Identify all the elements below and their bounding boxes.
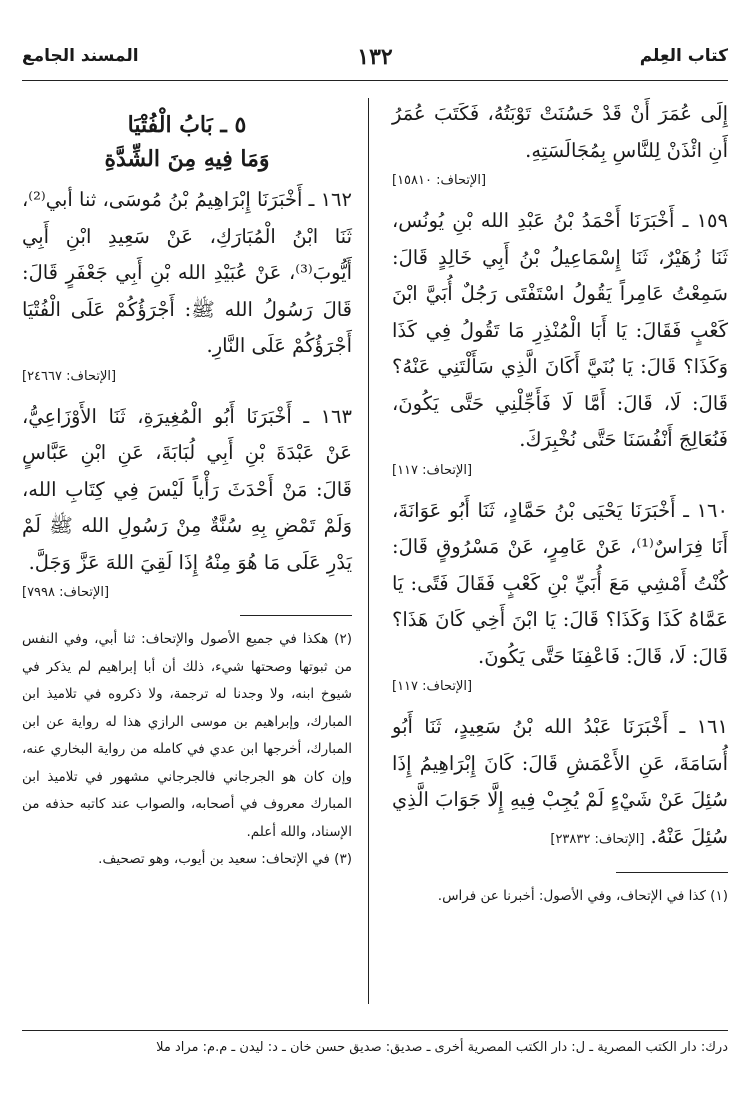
hadith-159: ١٥٩ ـ أَخْبَرَنَا أَحْمَدُ بْنُ عَبْدِ الله بْنِ يُونُس، ثَنَا زُهَيْرٌ، ثَنَا إِسْمَاعِيلُ بْنُ أَبِي خَالِدٍ قَالَ: سَمِعْتُ عَامِراً يَقُولُ اسْتَفْتَى رَجُلٌ أُبَيَّ ابْنَ كَعْبٍ فَقَالَ: يَا أَبَا الْمُنْذِرِ مَا تَقُولُ فِي كَذَا وَكَذَا؟ قَالَ: يَا بُنَيَّ أَكَانَ الَّذِي سَأَلْتَنِي عَنْهُ؟ قَالَ: لَا، قَالَ: أَمَّا لَا فَأَجِّلْنِي حَتَّى يَكُونَ، فَنُعَالِجَ أَنْفُسَنَا حَتَّى نُخْبِرَكَ. bbox=[392, 209, 728, 451]
ithaf-reference: [الإتحاف: ٧٩٩٨] bbox=[22, 585, 110, 600]
footnote-rule bbox=[616, 872, 728, 873]
hadith-162: ١٦٢ ـ أَخْبَرَنَا إِبْرَاهِيمُ بْنُ مُوسَى، ثنا أبي⁽²⁾، ثَنَا ابْنُ الْمُبَارَكِ، عَنْ سَعِيدِ ابْنِ أَبِي أَيُّوبَ⁽³⁾، عَنْ عُبَيْدِ الله بْنِ أَبِي جَعْفَرٍ قَالَ: قَالَ رَسُولُ الله ﷺ: أَجْرَؤُكُمْ عَلَى الْفُتْيَا أَجْرَؤُكُمْ عَلَى النَّارِ. bbox=[22, 188, 352, 357]
ithaf-reference: [الإتحاف: ٢٣٨٣٢] bbox=[550, 831, 645, 847]
chapter-title-line-1: ٥ ـ بَابُ الْفُتْيَا bbox=[127, 112, 247, 138]
footnote-3: (٣) في الإتحاف: سعيد بن أيوب، وهو تصحيف. bbox=[98, 851, 352, 867]
ithaf-reference: [الإتحاف: ١٥٨١٠] bbox=[392, 173, 487, 188]
column-divider bbox=[368, 98, 369, 1004]
ithaf-reference: [الإتحاف: ٢٤٦٦٧] bbox=[22, 368, 117, 384]
footnote-2: (٢) هكذا في جميع الأصول والإتحاف: ثنا أبي، وفي النفس من ثبوتها وصحتها شيء، ذلك أن أبا إبراهيم لم يذكر في شيوخ ابنه، ولا وجدنا له ترجمة، ولا ذكروه في تلاميذ ابن المبارك، وإبراهيم بن موسى الرازي هذا له رواية عن ابن المبارك، أخرجها ابن عدي في كامله من رواية البخاري عنه، وإن كان هو الجرجاني فالجرجاني مشهور في تلاميذ ابن المبارك معروف في أصحابه، والصواب عند كاتبه حذفه من الإسناد، والله أعلم. bbox=[22, 631, 352, 840]
ithaf-reference: [الإتحاف: ١١٧] bbox=[392, 679, 473, 694]
chapter-title-line-2: وَمَا فِيهِ مِنَ الشِّدَّةِ bbox=[104, 146, 270, 172]
footnote-1: (١) كذا في الإتحاف، وفي الأصول: أخبرنا عن فراس. bbox=[437, 888, 728, 904]
hadith-continuation: إِلَى عُمَرَ أَنْ قَدْ حَسُنَتْ تَوْبَتُهُ، فَكَتَبَ عُمَرُ أَنِ ائْذَنْ لِلنَّاسِ بِمُجَالَسَتِهِ. bbox=[392, 102, 728, 162]
hadith-160: ١٦٠ ـ أَخْبَرَنَا يَحْيَى بْنُ حَمَّادٍ، ثَنَا أَبُو عَوَانَةَ، أَنَا فِرَاسٌ⁽¹⁾، عَنْ عَامِرٍ، عَنْ مَسْرُوقٍ قَالَ: كُنْتُ أَمْشِي مَعَ أُبَيِّ بْنِ كَعْبٍ فَقَالَ فَتًى: يَا عَمَّاهُ كَذَا وَكَذَا؟ قَالَ: يَا ابْنَ أَخِي كَانَ هَذَا؟ قَالَ: لَا، قَالَ: فَاعْفِنَا حَتَّى يَكُونَ. bbox=[392, 498, 729, 668]
collection-title: المسند الجامع bbox=[22, 46, 139, 66]
ithaf-reference: [الإتحاف: ١١٧] bbox=[392, 462, 473, 478]
header-rule bbox=[22, 80, 728, 81]
manuscript-legend: درك: دار الكتب المصرية ـ ل: دار الكتب المصرية أخرى ـ صديق: صديق حسن خان ـ د: ليدن ـ م.م: مراد ملا bbox=[156, 1040, 728, 1055]
page-number: ١٣٢ bbox=[357, 44, 393, 70]
bottom-rule bbox=[22, 1030, 728, 1031]
chapter-title bbox=[22, 108, 352, 176]
left-column bbox=[22, 96, 352, 874]
book-title: كتاب العِلم bbox=[639, 46, 728, 66]
right-column bbox=[392, 96, 728, 911]
footnote-rule bbox=[240, 615, 352, 616]
hadith-161: ١٦١ ـ أَخْبَرَنَا عَبْدُ الله بْنُ سَعِيدٍ، ثَنَا أَبُو أُسَامَةَ، عَنِ الأَعْمَشِ قَالَ: كَانَ إِبْرَاهِيمُ إِذَا سُئِلَ عَنْ شَيْءٍ لَمْ يُجِبْ فِيهِ إِلَّا جَوَابَ الَّذِي سُئِلَ عَنْهُ. [الإتحاف: ٢٣٨٣٢] bbox=[392, 715, 728, 848]
hadith-163: ١٦٣ ـ أَخْبَرَنَا أَبُو الْمُغِيرَةِ، ثَنَا الأَوْزَاعِيُّ، عَنْ عَبْدَةَ بْنِ أَبِي لُبَابَةَ، عَنِ ابْنِ عَبَّاسٍ قَالَ: مَنْ أَحْدَثَ رَأْياً لَيْسَ فِي كِتَابِ الله، وَلَمْ تَمْضِ بِهِ سُنَّةٌ مِنْ رَسُولِ الله ﷺ لَمْ يَدْرِ عَلَى مَا هُوَ مِنْهُ إِذَا لَقِيَ اللهَ عَزَّ وَجَلَّ. bbox=[22, 404, 352, 574]
